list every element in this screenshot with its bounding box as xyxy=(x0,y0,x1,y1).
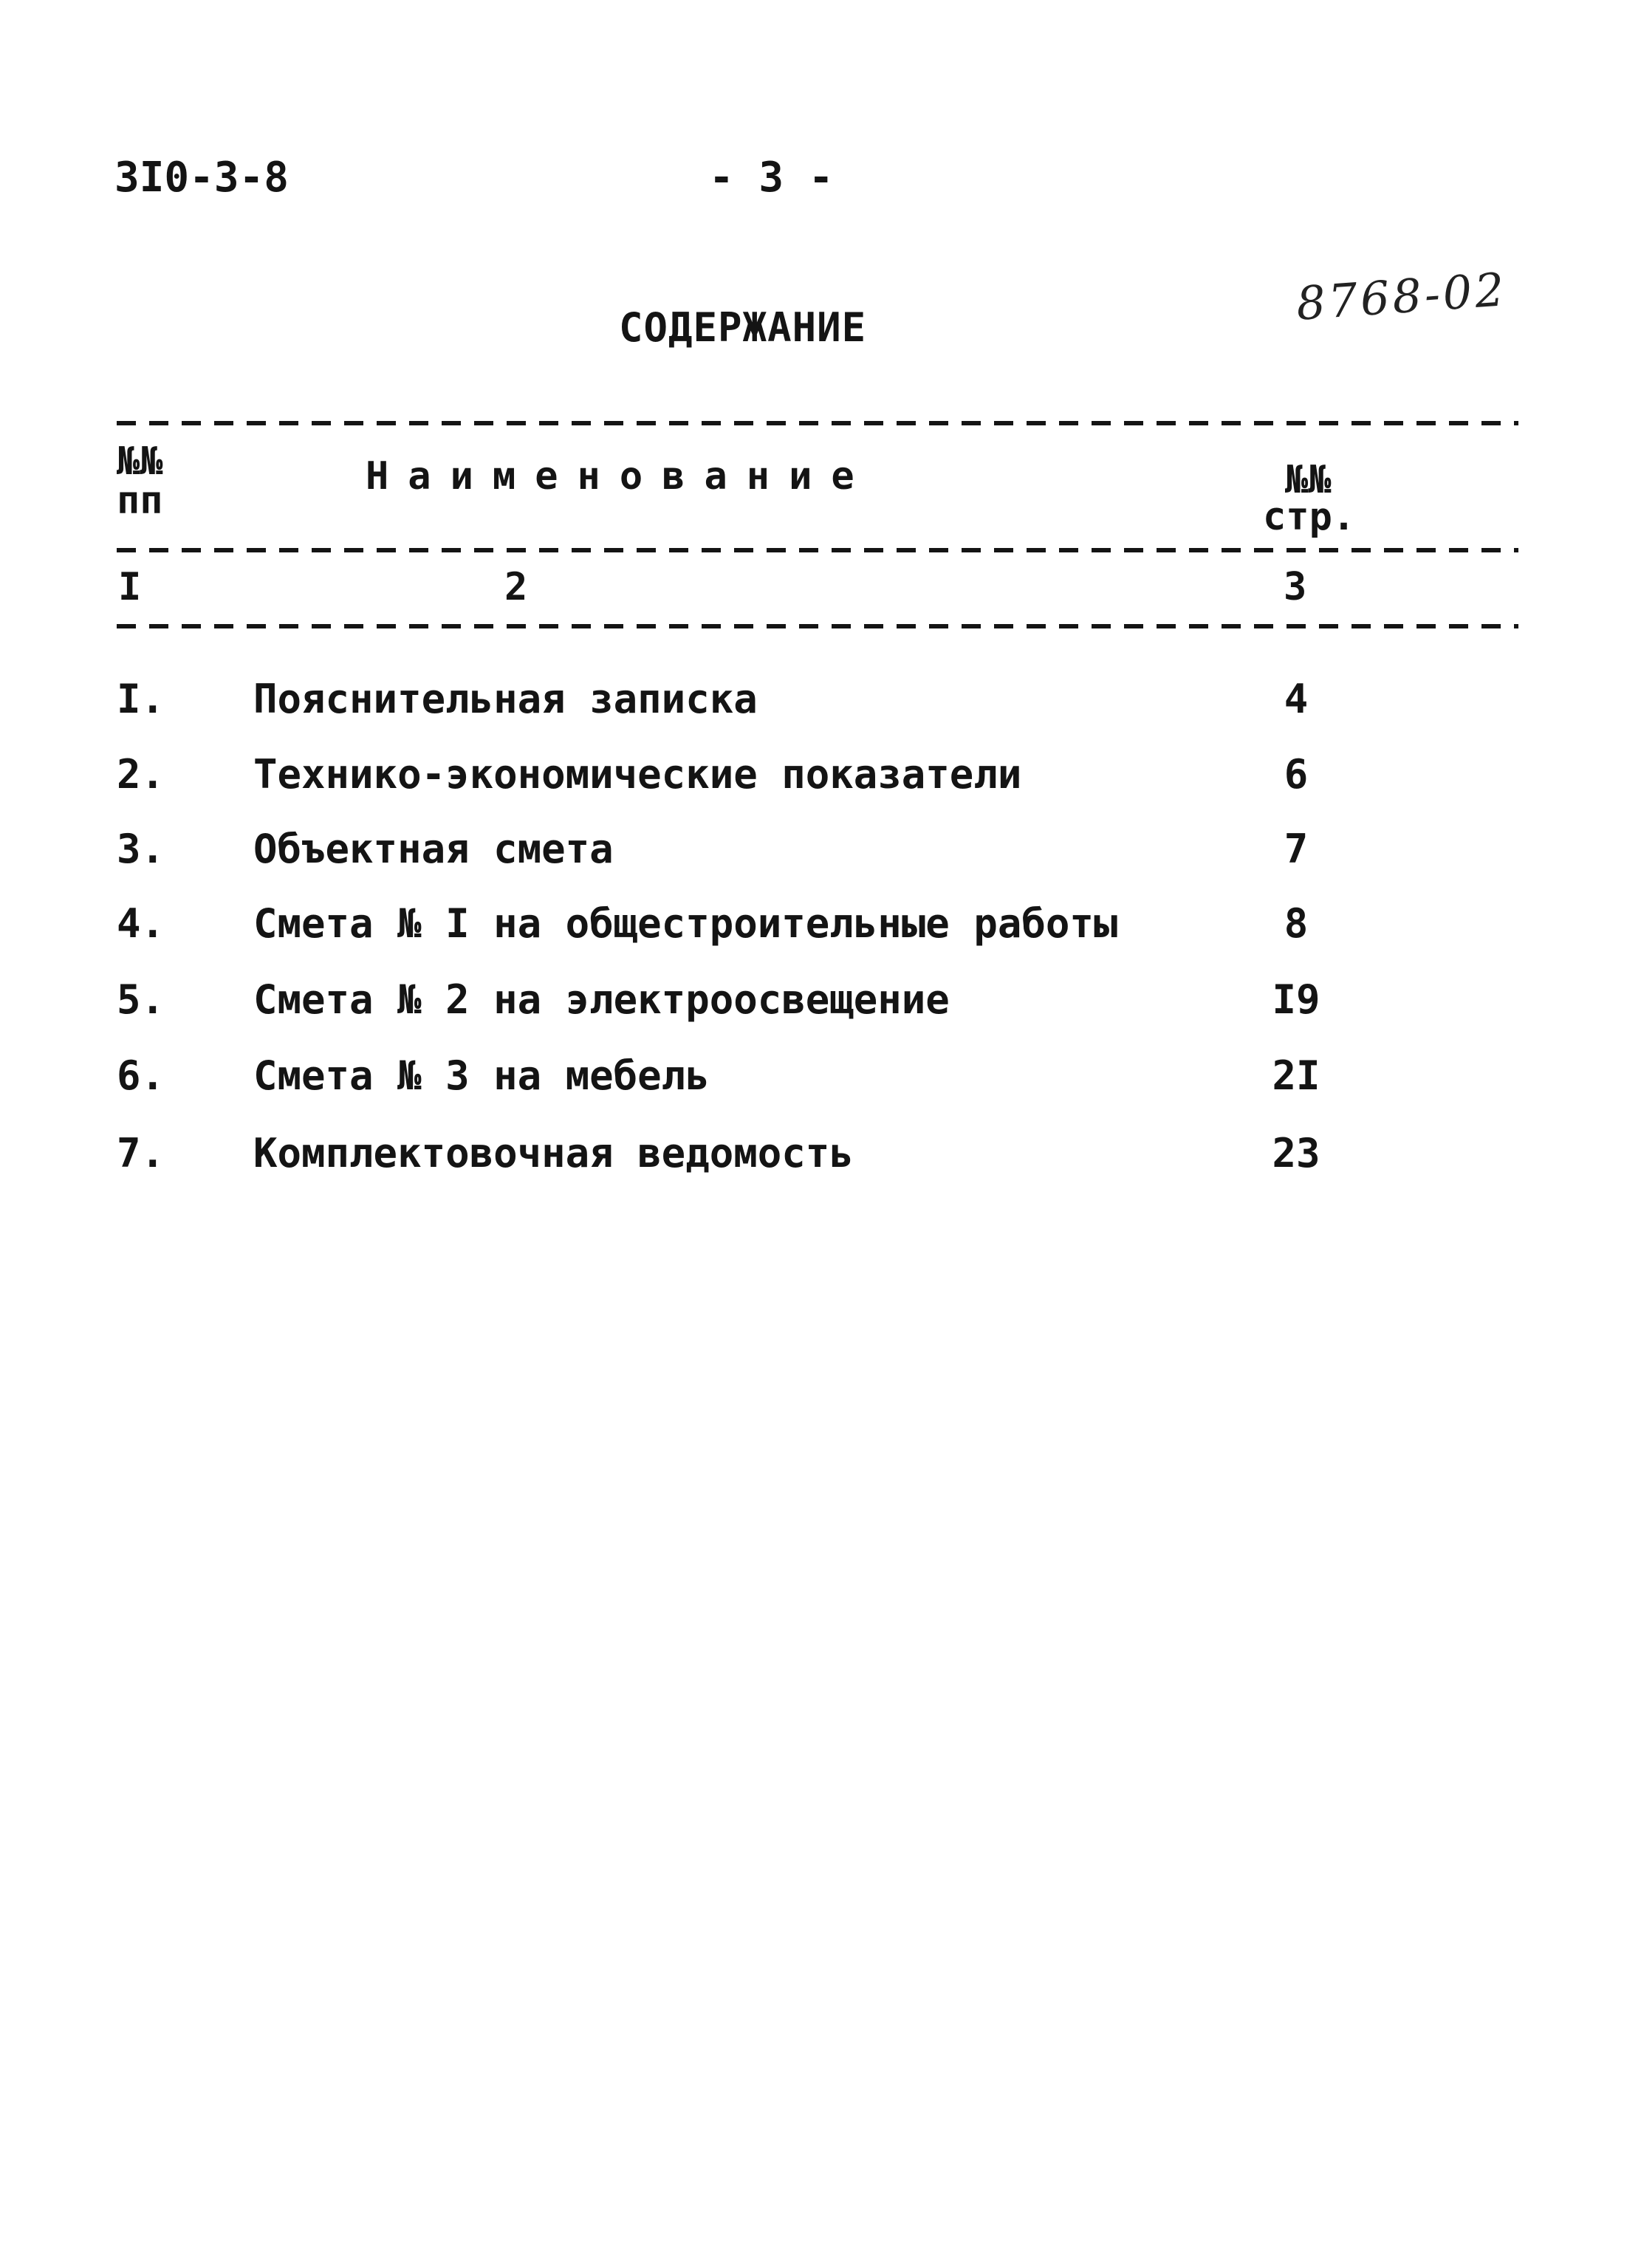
row-name: Технико-экономические показатели xyxy=(253,751,1022,798)
row-number: 6. xyxy=(117,1052,165,1099)
col-index-3: 3 xyxy=(1284,565,1307,609)
document-code: 3I0-3-8 xyxy=(114,154,290,202)
row-name: Пояснительная записка xyxy=(253,676,758,722)
table-row xyxy=(0,976,1641,1050)
row-page: 8 xyxy=(1284,900,1309,947)
col-name-header: Наименование xyxy=(366,454,874,499)
col-number-header-line1: №№ xyxy=(117,439,163,484)
row-name: Смета № I на общестроительные работы xyxy=(253,900,1118,947)
row-number: 7. xyxy=(117,1130,165,1176)
row-name: Комплектовочная ведомость xyxy=(253,1130,854,1176)
table-row xyxy=(0,751,1641,825)
row-page: 2I xyxy=(1272,1052,1320,1099)
row-name: Смета № 2 на электроосвещение xyxy=(253,976,950,1023)
dashed-divider xyxy=(117,624,1518,628)
row-number: 2. xyxy=(117,751,165,798)
table-row xyxy=(0,826,1641,900)
table-row xyxy=(0,1052,1641,1126)
col-page-header-line1: №№ xyxy=(1285,458,1332,502)
dashed-divider xyxy=(117,421,1518,425)
row-number: 3. xyxy=(117,826,165,872)
row-page: 6 xyxy=(1284,751,1309,798)
col-number-header-line2: пп xyxy=(117,479,163,523)
row-page: 23 xyxy=(1272,1130,1320,1176)
row-number: 4. xyxy=(117,900,165,947)
row-page: I9 xyxy=(1272,976,1320,1023)
col-page-header-line2: стр. xyxy=(1263,495,1356,539)
row-number: 5. xyxy=(117,976,165,1023)
row-name: Объектная смета xyxy=(253,826,614,872)
handwritten-note: 8768-02 xyxy=(1294,262,1509,331)
table-row xyxy=(0,1130,1641,1204)
page-number: - 3 - xyxy=(709,154,834,202)
table-row xyxy=(0,676,1641,750)
row-page: 7 xyxy=(1284,826,1309,872)
dashed-divider xyxy=(117,548,1518,552)
row-page: 4 xyxy=(1284,676,1309,722)
row-number: I. xyxy=(117,676,165,722)
row-name: Смета № 3 на мебель xyxy=(253,1052,710,1099)
col-index-2: 2 xyxy=(504,565,528,609)
table-row xyxy=(0,900,1641,974)
page-title: СОДЕРЖАНИЕ xyxy=(619,304,867,351)
col-index-1: I xyxy=(118,565,142,609)
